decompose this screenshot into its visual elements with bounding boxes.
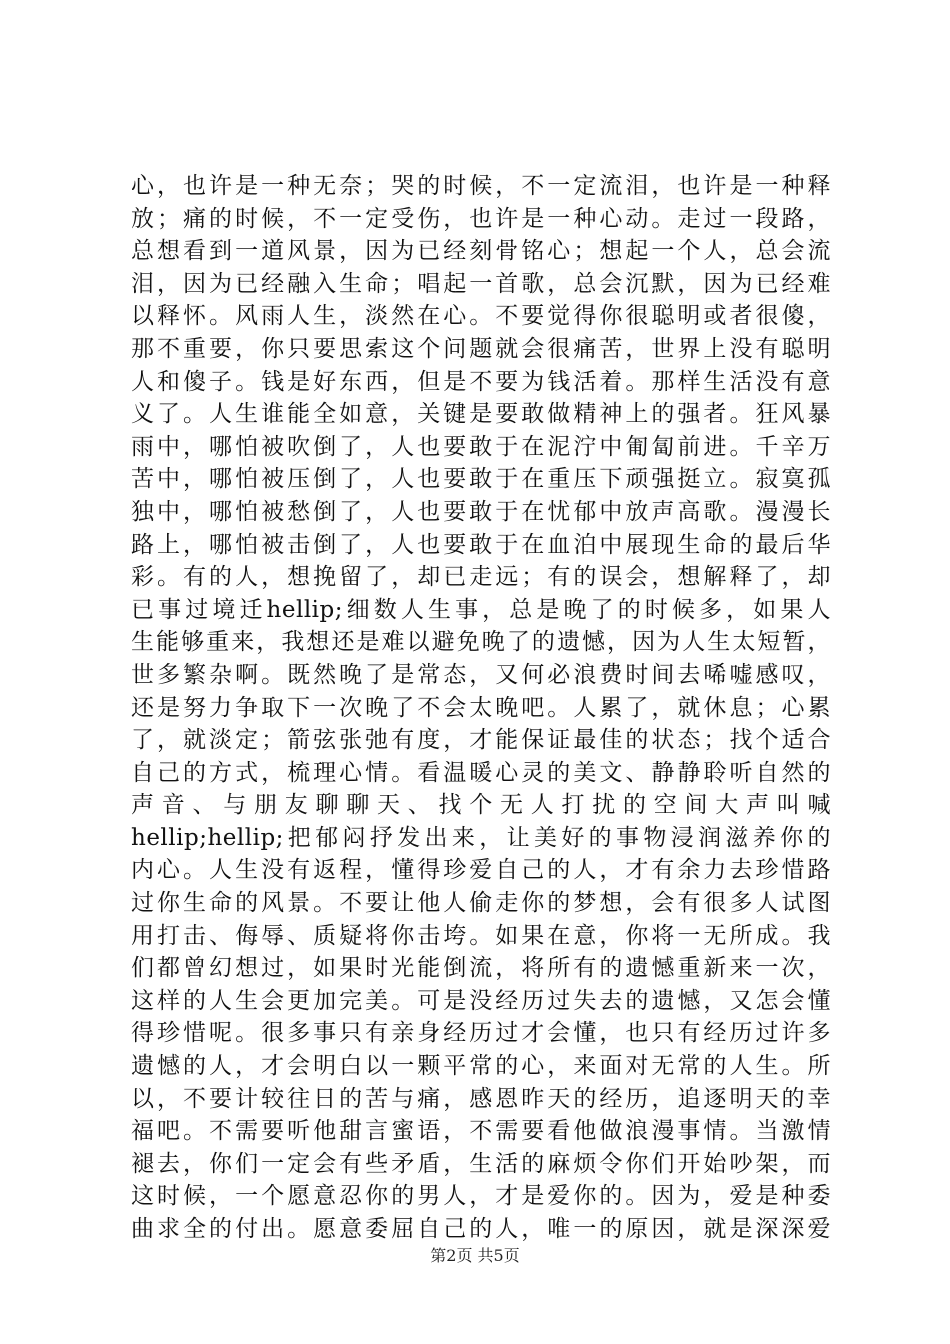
text-line: 人和傻子。钱是好东西，但是不要为钱活着。那样生活没有意 [131, 368, 831, 395]
text-line: 这样的人生会更加完美。可是没经历过失去的遗憾，又怎会懂 [131, 987, 831, 1014]
text-line: 已事过境迁hellip;细数人生事，总是晚了的时候多，如果人 [131, 596, 831, 623]
text-line: 用打击、侮辱、质疑将你击垮。如果在意，你将一无所成。我 [131, 922, 831, 949]
text-line: 了，就淡定；箭弦张弛有度，才能保证最佳的状态；找个适合 [131, 727, 831, 754]
text-line: 独中，哪怕被愁倒了，人也要敢于在忧郁中放声高歌。漫漫长 [131, 498, 831, 525]
text-line: 得珍惜呢。很多事只有亲身经历过才会懂，也只有经历过许多 [131, 1020, 831, 1047]
text-line: 福吧。不需要听他甜言蜜语，不需要看他做浪漫事情。当激情 [131, 1118, 831, 1145]
text-line: 放；痛的时候，不一定受伤，也许是一种心动。走过一段路， [131, 205, 831, 232]
text-line: 心，也许是一种无奈；哭的时候，不一定流泪，也许是一种释 [131, 173, 831, 199]
text-line: 那不重要，你只要思索这个问题就会很痛苦，世界上没有聪明 [131, 335, 831, 362]
text-line: 泪，因为已经融入生命；唱起一首歌，总会沉默，因为已经难 [131, 270, 831, 297]
text-line: hellip;hellip;把郁闷抒发出来，让美好的事物浸润滋养你的 [131, 824, 831, 851]
text-line: 过你生命的风景。不要让他人偷走你的梦想，会有很多人试图 [131, 890, 831, 917]
text-line: 以释怀。风雨人生，淡然在心。不要觉得你很聪明或者很傻， [131, 303, 831, 330]
text-line: 总想看到一道风景，因为已经刻骨铭心；想起一个人，总会流 [131, 238, 831, 265]
text-line: 褪去，你们一定会有些矛盾，生活的麻烦令你们开始吵架，而 [131, 1150, 831, 1177]
text-line: 义了。人生谁能全如意，关键是要敢做精神上的强者。狂风暴 [131, 401, 831, 428]
text-line: 曲求全的付出。愿意委屈自己的人，唯一的原因，就是深深爱 [131, 1216, 831, 1242]
text-line: 自己的方式，梳理心情。看温暖心灵的美文、静静聆听自然的 [131, 759, 831, 786]
text-line: 彩。有的人，想挽留了，却已走远；有的误会，想解释了，却 [131, 564, 831, 591]
text-line: 声音、与朋友聊聊天、找个无人打扰的空间大声叫喊 [131, 792, 831, 819]
text-line: 以，不要计较往日的苦与痛，感恩昨天的经历，追逐明天的幸 [131, 1085, 831, 1112]
text-line: 世多繁杂啊。既然晚了是常态，又何必浪费时间去唏嘘感叹， [131, 661, 831, 688]
text-line: 生能够重来，我想还是难以避免晚了的遗憾，因为人生太短暂， [131, 629, 831, 656]
page-footer: 第2页 共5页 [430, 1246, 520, 1265]
text-line: 路上，哪怕被击倒了，人也要敢于在血泊中展现生命的最后华 [131, 531, 831, 558]
text-line: 苦中，哪怕被压倒了，人也要敢于在重压下顽强挺立。寂寞孤 [131, 466, 831, 493]
body-text [131, 170, 831, 1246]
text-line: 还是努力争取下一次晚了不会太晚吧。人累了，就休息；心累 [131, 694, 831, 721]
text-line: 遗憾的人，才会明白以一颗平常的心，来面对无常的人生。所 [131, 1053, 831, 1080]
text-line: 雨中，哪怕被吹倒了，人也要敢于在泥泞中匍匐前进。千辛万 [131, 433, 831, 460]
text-line: 这时候，一个愿意忍你的男人，才是爱你的。因为，爱是种委 [131, 1183, 831, 1210]
text-line: 们都曾幻想过，如果时光能倒流，将所有的遗憾重新来一次， [131, 955, 831, 982]
text-line: 内心。人生没有返程，懂得珍爱自己的人，才有余力去珍惜路 [131, 857, 831, 884]
